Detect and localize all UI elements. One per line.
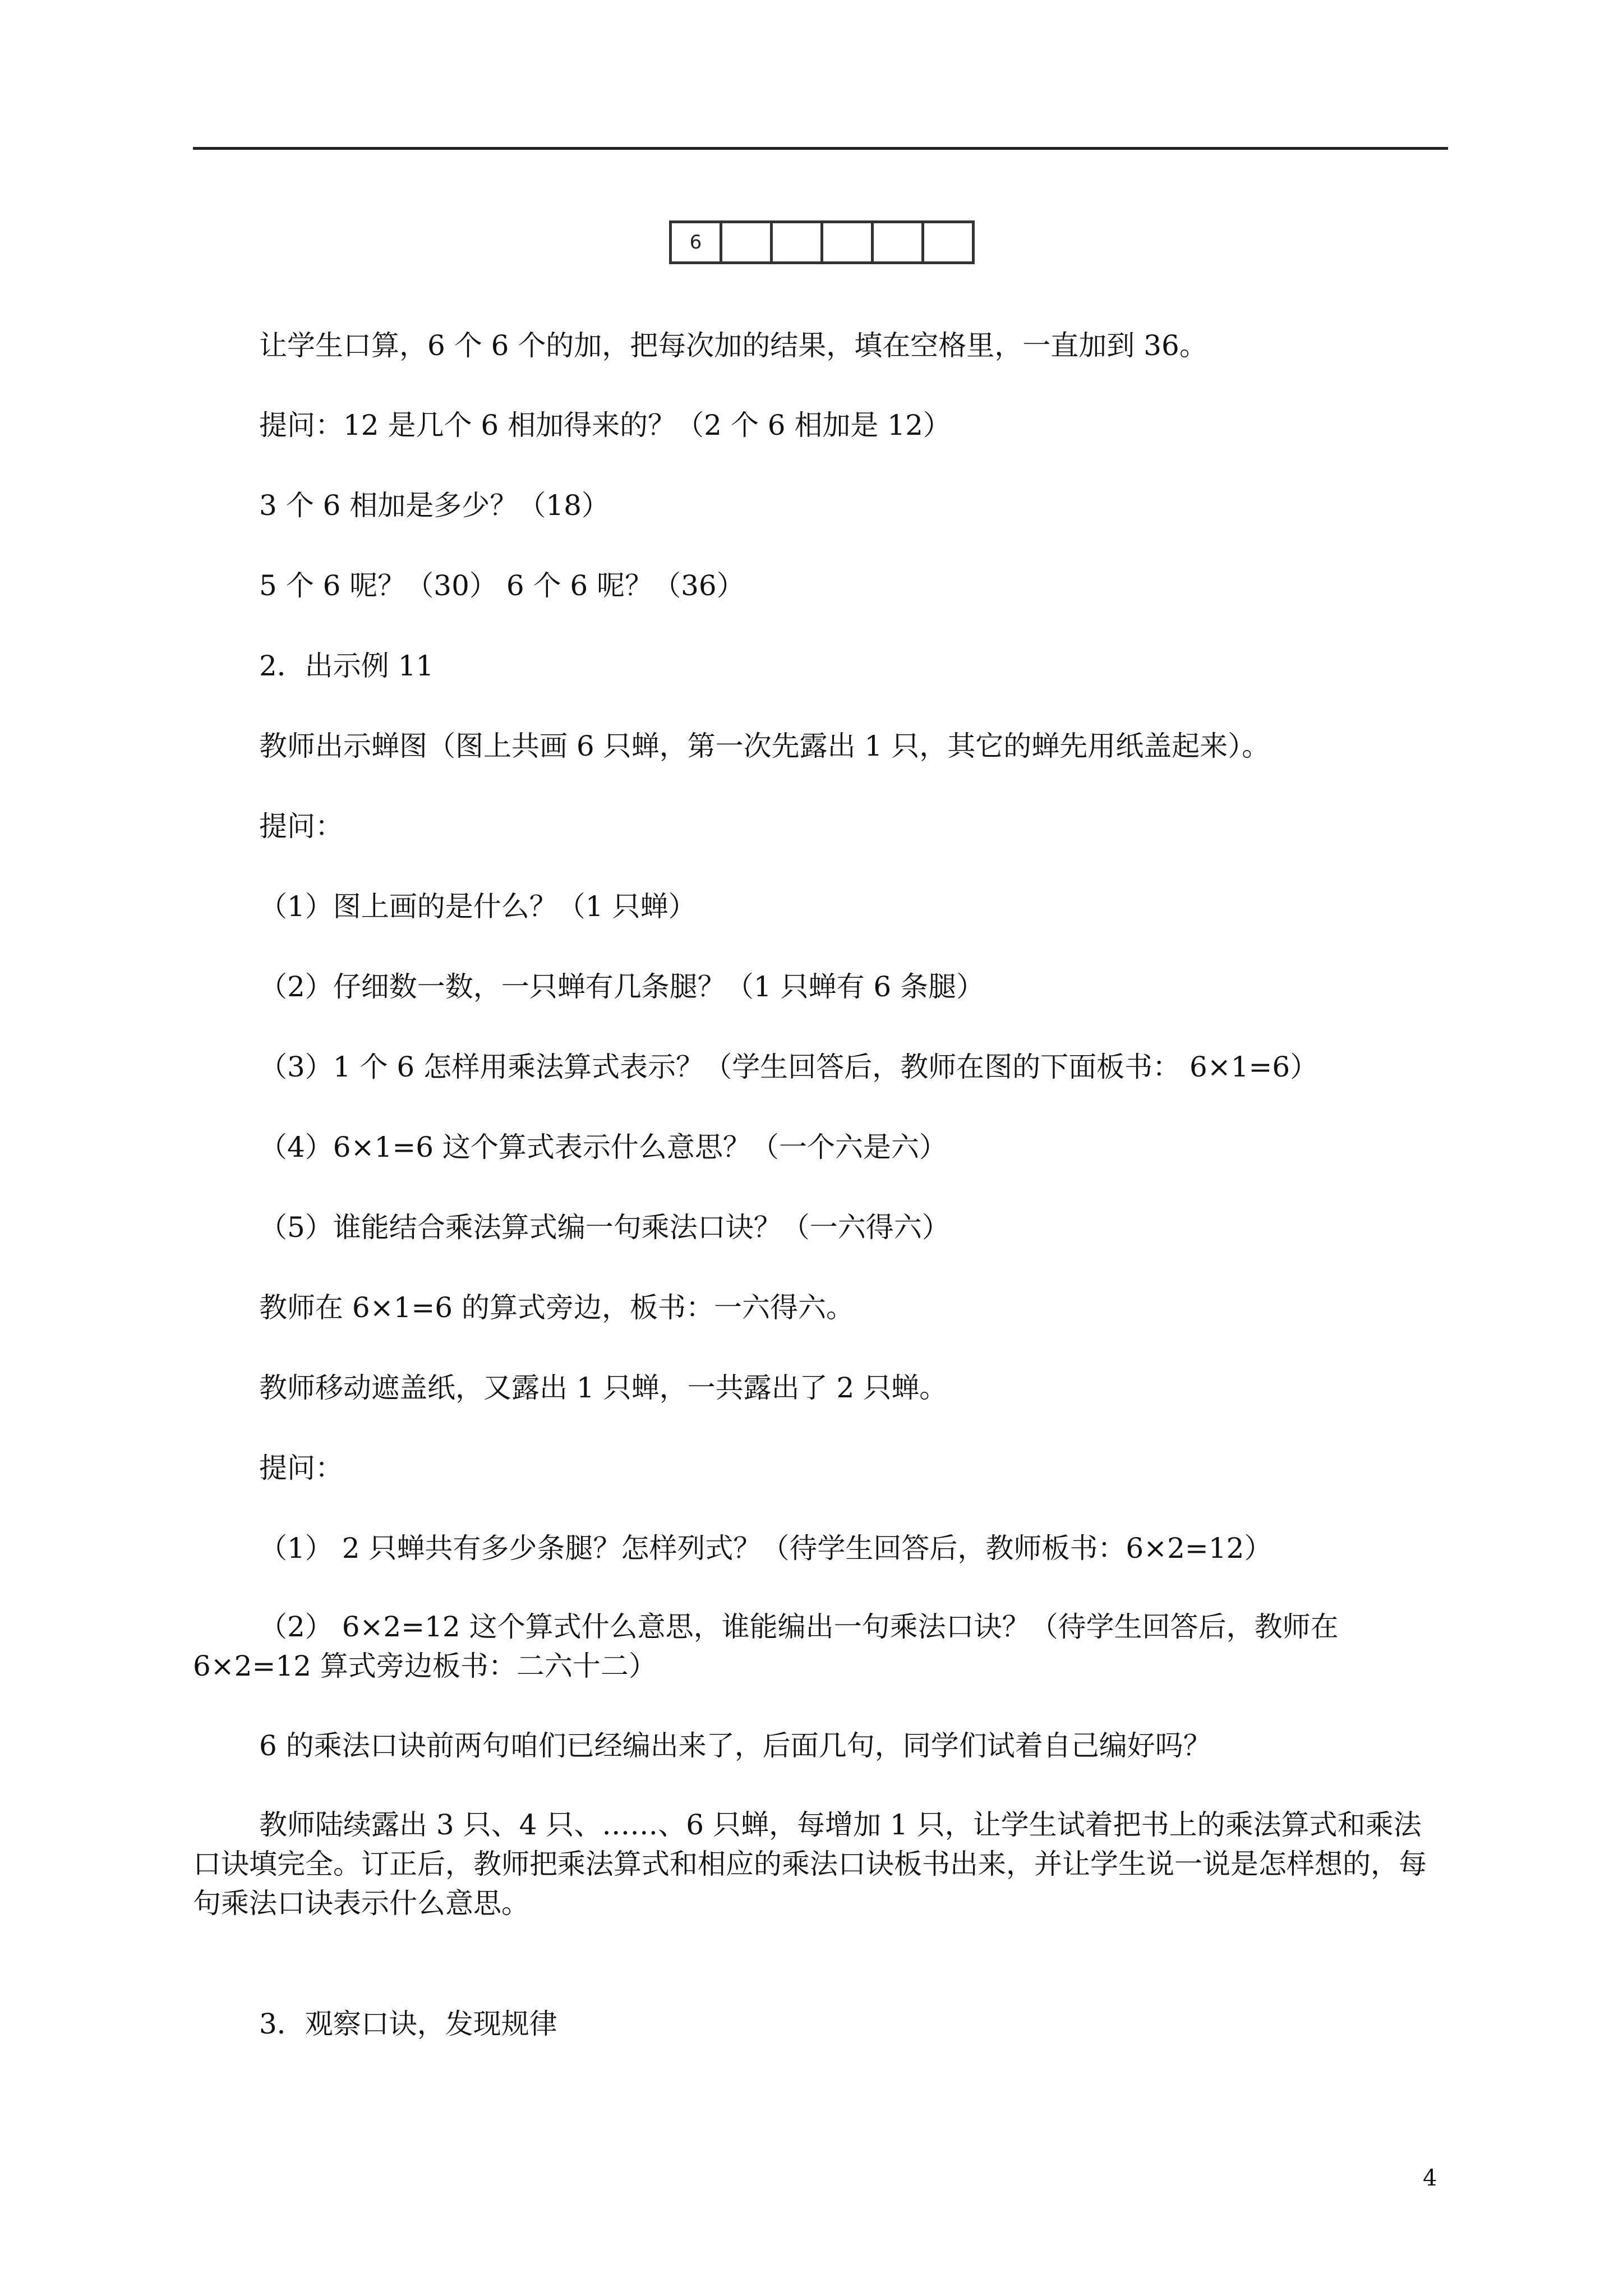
text-line: 提问：12 是几个 6 相加得来的？（2 个 6 相加是 12）: [259, 409, 951, 441]
section-heading: 2．出示例 11: [259, 650, 434, 682]
text-paragraph: 教师陆续露出 3 只、4 只、……、6 只蝉，每增加 1 只，让学生试着把书上的乘法算式和乘法口诀填完全。订正后，教师把乘法算式和相应的乘法口诀板书出来，并让学生说一说是怎样想的，每句乘法口诀表示什么意思。: [193, 1809, 1427, 1920]
question-line: （3）1 个 6 怎样用乘法算式表示？（学生回答后，教师在图的下面板书： 6×1=6）: [259, 1051, 1318, 1083]
page-number: 4: [1423, 2165, 1437, 2191]
text-line: 让学生口算，6 个 6 个的加，把每次加的结果，填在空格里，一直加到 36。: [259, 329, 1207, 362]
addition-table: [669, 220, 975, 264]
text-line: 教师在 6×1=6 的算式旁边，板书：一六得六。: [259, 1291, 855, 1324]
question-line: （5）谁能结合乘法算式编一句乘法口诀？（一六得六）: [259, 1211, 950, 1244]
question-line: （1） 2 只蝉共有多少条腿？怎样列式？（待学生回答后，教师板书：6×2=12）: [259, 1532, 1272, 1565]
question-line: （4）6×1=6 这个算式表示什么意思？（一个六是六）: [259, 1131, 947, 1163]
question-line: （2）仔细数一数，一只蝉有几条腿？（1 只蝉有 6 条腿）: [259, 970, 985, 1003]
text-line: 提问：: [259, 1452, 343, 1484]
table-cell: [874, 223, 924, 261]
table-cell: [924, 223, 975, 261]
table-cell: [823, 223, 874, 261]
section-heading: 3．观察口诀，发现规律: [259, 2008, 557, 2040]
question-line: （1）图上画的是什么？（1 只蝉）: [259, 890, 697, 923]
text-line: 6 的乘法口诀前两句咱们已经编出来了，后面几句，同学们试着自己编好吗？: [259, 1729, 1211, 1762]
table-cell: 6: [672, 223, 722, 261]
text-line: 3 个 6 相加是多少？（18）: [259, 489, 610, 522]
question-paragraph: （2） 6×2=12 这个算式什么意思，谁能编出一句乘法口诀？（待学生回答后，教师在 6×2=12 算式旁边板书：二六十二）: [193, 1611, 1339, 1682]
text-line: 教师移动遮盖纸，又露出 1 只蝉，一共露出了 2 只蝉。: [259, 1372, 948, 1404]
header-rule: [193, 147, 1448, 150]
text-line: 教师出示蝉图（图上共画 6 只蝉，第一次先露出 1 只，其它的蝉先用纸盖起来）。: [259, 730, 1270, 762]
text-line: 5 个 6 呢？（30） 6 个 6 呢？（36）: [259, 569, 745, 602]
text-line: 提问：: [259, 810, 343, 843]
table-cell: [722, 223, 773, 261]
table-cell: [773, 223, 823, 261]
